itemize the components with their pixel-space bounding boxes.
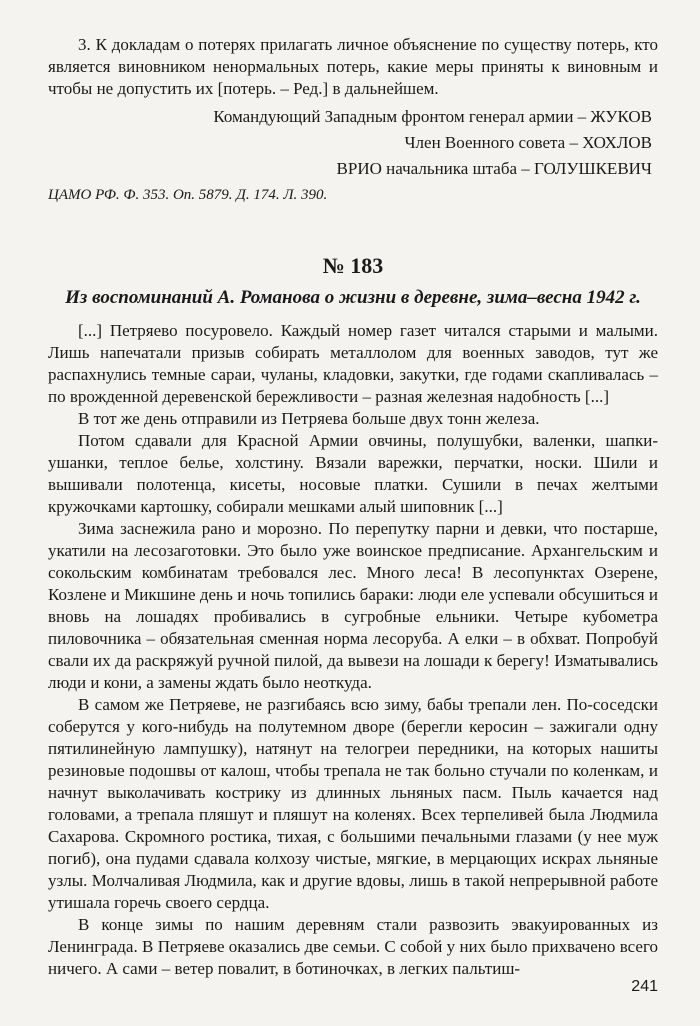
document-page — [48, 34, 658, 980]
document-title: Из воспоминаний А. Романова о жизни в деревне, зима–весна 1942 г. — [65, 287, 641, 308]
archive-reference: ЦАМО РФ. Ф. 353. Оп. 5879. Д. 174. Л. 390. — [48, 187, 328, 203]
page-number: 241 — [631, 978, 658, 995]
signature-commander: Командующий Западным фронтом генерал армии – ЖУКОВ — [213, 107, 652, 126]
signature-chief-of-staff: ВРИО начальника штаба – ГОЛУШКЕВИЧ — [336, 159, 652, 178]
body-paragraph: В тот же день отправили из Петряева больше двух тонн железа. — [78, 409, 540, 428]
body-paragraph: В конце зимы по нашим деревням стали развозить эвакуированных из Ленинграда. В Петряеве оказались две семьи. С собой у них было прихвачено всего ничего. А сами – ветер повалит, в ботиночках, в легких пальтиш- — [48, 915, 658, 978]
body-paragraph: [...] Петряево посуровело. Каждый номер газет читался старыми и малыми. Лишь напечатали призыв собирать металлолом для военных заводов, тут же распахнулись темные сараи, чуланы, кладовки, закутки, где годами скапливалась – по врожденной деревенской бережливости – разная железная надобность [...] — [48, 321, 658, 406]
document-number: № 183 — [322, 253, 384, 278]
order-paragraph: 3. К докладам о потерях прилагать личное объяснение по существу потерь, кто является виновником ненормальных потерь, какие меры приняты к виновным и чтобы не допустить их [потерь. – Ред.] в дальнейшем. — [48, 35, 658, 98]
body-paragraph: Потом сдавали для Красной Армии овчины, полушубки, валенки, шапки-ушанки, теплое белье, холстину. Вязали варежки, перчатки, носки. Шили и вышивали полотенца, кисеты, носовые платки. Сушили в печах желтыми кружочками картошку, собирали мешками алый шиповник [...] — [48, 431, 658, 516]
signature-block — [48, 104, 658, 182]
signature-council-member: Член Военного совета – ХОХЛОВ — [404, 133, 652, 152]
body-paragraph: В самом же Петряеве, не разгибаясь всю зиму, бабы трепали лен. По-соседски соберутся у кого-нибудь на полутемном дворе (берегли керосин – зажигали одну пятилинейную лампушку), натянут на телогреи передники, на которых нашиты резиновые подошвы от калош, чтобы трепала не так больно стучали по коленкам, и начнут выколачивать кострику из длинных льняных пасм. Пыль качается над головами, а трепала пляшут и пляшут на коленях. Всех терпеливей была Людмила Сахарова. Скромного ростика, тихая, с большими печальными глазами (у нее муж погиб), она пудами сдавала колхозу чистые, мягкие, в мерцающих искрах льняные узлы. Молчаливая Людмила, как и другие вдовы, лишь в такой непрерывной работе утишала горечь своего сердца. — [48, 695, 658, 912]
body-paragraph: Зима заснежила рано и морозно. По перепутку парни и девки, что постарше, укатили на лесозаготовки. Это было уже воинское предписание. Архангельским и сокольским комбинатам требовался лес. Много леса! В лесопунктах Озерене, Козлене и Микшине день и ночь топились бараки: люди еле успевали обсушиться и вновь на лошадях пробивались в сугробные ельники. Четыре кубометра пиловочника – обязательная сменная норма лесоруба. А елки – в обхват. Попробуй свали их да раскряжуй ручной пилой, да вывези на лошади к берегу! Изматывались люди и кони, а замены ждать было неоткуда. — [48, 519, 658, 692]
